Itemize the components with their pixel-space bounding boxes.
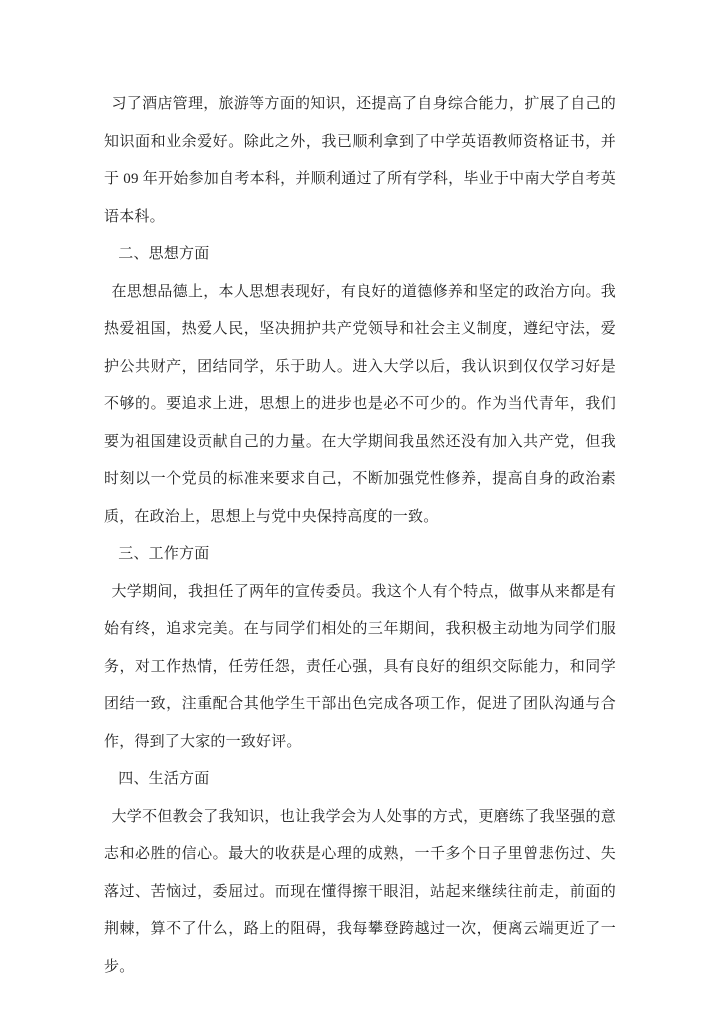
section-heading-work: 三、工作方面 — [118, 546, 210, 562]
section-heading-thought: 二、思想方面 — [118, 246, 210, 262]
paragraph-work: 大学期间，我担任了两年的宣传委员。我这个人有个特点，做事从来都是有始有终，追求完美。在与同学们相处的三年期间，我积极主动地为同学们服务，对工作热情，任劳任怨，责任心强，具有良好的组织交际能力，和同学团结一致，注重配合其他学生干部出色完成各项工作，促进了团队沟通与合作，得到了大家的一致好评。 — [104, 583, 616, 750]
section-heading-life: 四、生活方面 — [118, 771, 210, 787]
paragraph-life: 大学不但教会了我知识，也让我学会为人处事的方式，更磨练了我坚强的意志和必胜的信心。最大的收获是心理的成熟，一千多个日子里曾悲伤过、失落过、苦恼过，委屈过。而现在懂得擦干眼泪，站起来继续往前走，前面的荆棘，算不了什么，路上的阻碍，我每攀登跨越过一次，便离云端更近了一步。 — [104, 808, 616, 975]
paragraph-thought: 在思想品德上，本人思想表现好，有良好的道德修养和坚定的政治方向。我热爱祖国，热爱人民，坚决拥护共产党领导和社会主义制度，遵纪守法，爱护公共财产，团结同学，乐于助人。进入大学以后，我认识到仅仅学习好是不够的。要追求上进，思想上的进步也是必不可少的。作为当代青年，我们要为祖国建设贡献自己的力量。在大学期间我虽然还没有加入共产党，但我时刻以一个党员的标准来要求自己，不断加强党性修养，提高自身的政治素质，在政治上，思想上与党中央保持高度的一致。 — [104, 283, 616, 525]
paragraph-study-continuation: 习了酒店管理，旅游等方面的知识，还提高了自身综合能力，扩展了自己的知识面和业余爱好。除此之外，我已顺利拿到了中学英语教师资格证书，并于 09 年开始参加自考本科，并顺利通过了所有学科，毕业于中南大学自考英语本科。 — [104, 96, 616, 225]
